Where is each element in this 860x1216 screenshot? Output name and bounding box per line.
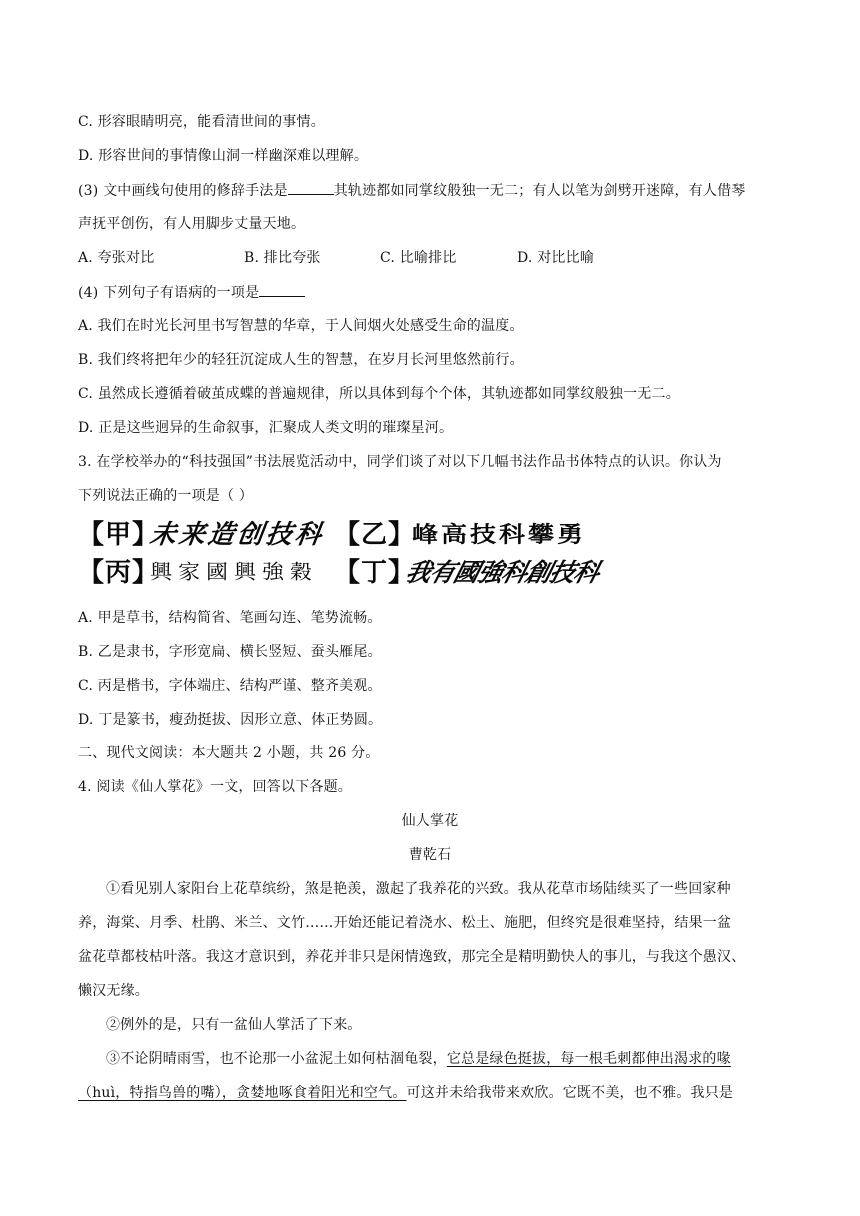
underlined-sentence: 它总是绿色挺拔，每一根毛刺都伸出渴求的喙 bbox=[446, 1051, 731, 1067]
q2-sub4-option-d: D. 正是这些迥异的生命叙事，汇聚成人类文明的璀璨星河。 bbox=[78, 420, 454, 436]
passage-paragraph-1-line-2: 养，海棠、月季、杜鹃、米兰、文竹……开始还能记着浇水、松土、施肥，但终究是很难坚持，结果一盆 bbox=[78, 915, 732, 931]
passage-paragraph-1-line-1: ①看见别人家阳台上花草缤纷，煞是艳羡，激起了我养花的兴致。我从花草市场陆续买了一些回家种 bbox=[106, 881, 731, 897]
q2-sub3-option-a: A. 夸张对比 bbox=[78, 250, 155, 266]
q2-sub3-options bbox=[78, 248, 788, 268]
passage-paragraph-3-line-2 bbox=[78, 1083, 788, 1103]
q3-stem-line2: 下列说法正确的一项是（ ） bbox=[78, 488, 254, 504]
q2-sub4-option-c: C. 虽然成长遵循着破茧成蝶的普遍规律，所以具体到每个个体，其轨迹都如同掌纹般独一无二。 bbox=[78, 386, 680, 402]
q2-sub3-option-c: C. 比喻排比 bbox=[380, 250, 457, 266]
passage-title: 仙人掌花 bbox=[401, 813, 459, 829]
answer-blank bbox=[259, 282, 305, 297]
q4-stem: 4. 阅读《仙人掌花》一文，回答以下各题。 bbox=[78, 779, 353, 795]
q2-option-d: D. 形容世间的事情像山洞一样幽深难以理解。 bbox=[78, 148, 369, 164]
answer-blank bbox=[288, 180, 334, 195]
passage-author: 曹乾石 bbox=[408, 847, 452, 863]
calligraphy-row-2 bbox=[78, 556, 638, 592]
passage-paragraph-1-line-3: 盆花草都枝枯叶落。我这才意识到，养花并非只是闲情逸致，那完全是精明勤快人的事儿，与我这个愚汉、 bbox=[78, 949, 746, 965]
calligraphy-sample-ding: 我有國強科創技科 bbox=[402, 558, 602, 587]
paragraph-3-text-continued: 可这并未给我带来欢欣。它既不美，也不雅。我只是 bbox=[406, 1085, 734, 1101]
passage-paragraph-2: ②例外的是，只有一盆仙人掌活了下来。 bbox=[106, 1017, 362, 1033]
q3-stem-line1: 3. 在学校举办的“科技强国”书法展览活动中，同学们谈了对以下几幅书法作品书体特点的认识。你认为 bbox=[78, 454, 722, 470]
calligraphy-label-ding: 【丁】 bbox=[334, 558, 416, 588]
passage-paragraph-1-line-4: 懒汉无缘。 bbox=[78, 983, 149, 999]
q2-sub4-stem bbox=[78, 282, 788, 303]
q2-sub3-stem bbox=[78, 180, 788, 201]
section-heading: 二、现代文阅读：本大题共 2 小题，共 26 分。 bbox=[78, 745, 380, 761]
q2-sub3-option-b: B. 排比夸张 bbox=[244, 250, 321, 266]
q2-sub4-prompt: (4) 下列句子有语病的一项是 bbox=[78, 285, 260, 301]
calligraphy-sample-yi: 峰高技科攀勇 bbox=[412, 522, 587, 548]
calligraphy-label-jia: 【甲】 bbox=[78, 520, 160, 550]
underlined-sentence-continued: （huì，特指鸟兽的嘴），贪婪地啄食着阳光和空气。 bbox=[78, 1085, 407, 1101]
q3-option-a: A. 甲是草书，结构简省、笔画勾连、笔势流畅。 bbox=[78, 610, 382, 626]
q2-sub3-stem-line2: 声抚平创伤，有人用脚步丈量天地。 bbox=[78, 216, 306, 232]
q3-option-c: C. 丙是楷书，字体端庄、结构严谨、整齐美观。 bbox=[78, 678, 382, 694]
q2-sub4-option-b: B. 我们终将把年少的轻狂沉淀成人生的智慧，在岁月长河里悠然前行。 bbox=[78, 352, 524, 368]
q2-sub4-option-a: A. 我们在时光长河里书写智慧的华章，于人间烟火处感受生命的温度。 bbox=[78, 318, 524, 334]
passage-paragraph-3-line-1 bbox=[106, 1049, 816, 1069]
q3-option-d: D. 丁是篆书，瘦劲挺拔、因形立意、体正势圆。 bbox=[78, 712, 383, 728]
paragraph-3-text: ③不论阴晴雨雪，也不论那一小盆泥土如何枯涸龟裂， bbox=[106, 1051, 447, 1067]
calligraphy-label-yi: 【乙】 bbox=[334, 520, 416, 550]
calligraphy-sample-jia: 未来造创技科 bbox=[147, 520, 327, 550]
calligraphy-sample-bing: 興家國興強穀 bbox=[150, 561, 319, 584]
q2-option-c: C. 形容眼睛明亮，能看清世间的事情。 bbox=[78, 114, 325, 130]
q2-sub3-prefix: (3) 文中画线句使用的修辞手法是 bbox=[78, 183, 288, 199]
calligraphy-row-1 bbox=[78, 518, 638, 554]
q2-sub3-suffix: 其轨迹都如同掌纹般独一无二；有人以笔为剑劈开迷障，有人借琴 bbox=[333, 183, 746, 199]
q2-sub3-option-d: D. 对比比喻 bbox=[517, 250, 595, 266]
q3-option-b: B. 乙是隶书，字形宽扁、横长竖短、蚕头雁尾。 bbox=[78, 644, 382, 660]
calligraphy-label-bing: 【丙】 bbox=[78, 558, 160, 588]
